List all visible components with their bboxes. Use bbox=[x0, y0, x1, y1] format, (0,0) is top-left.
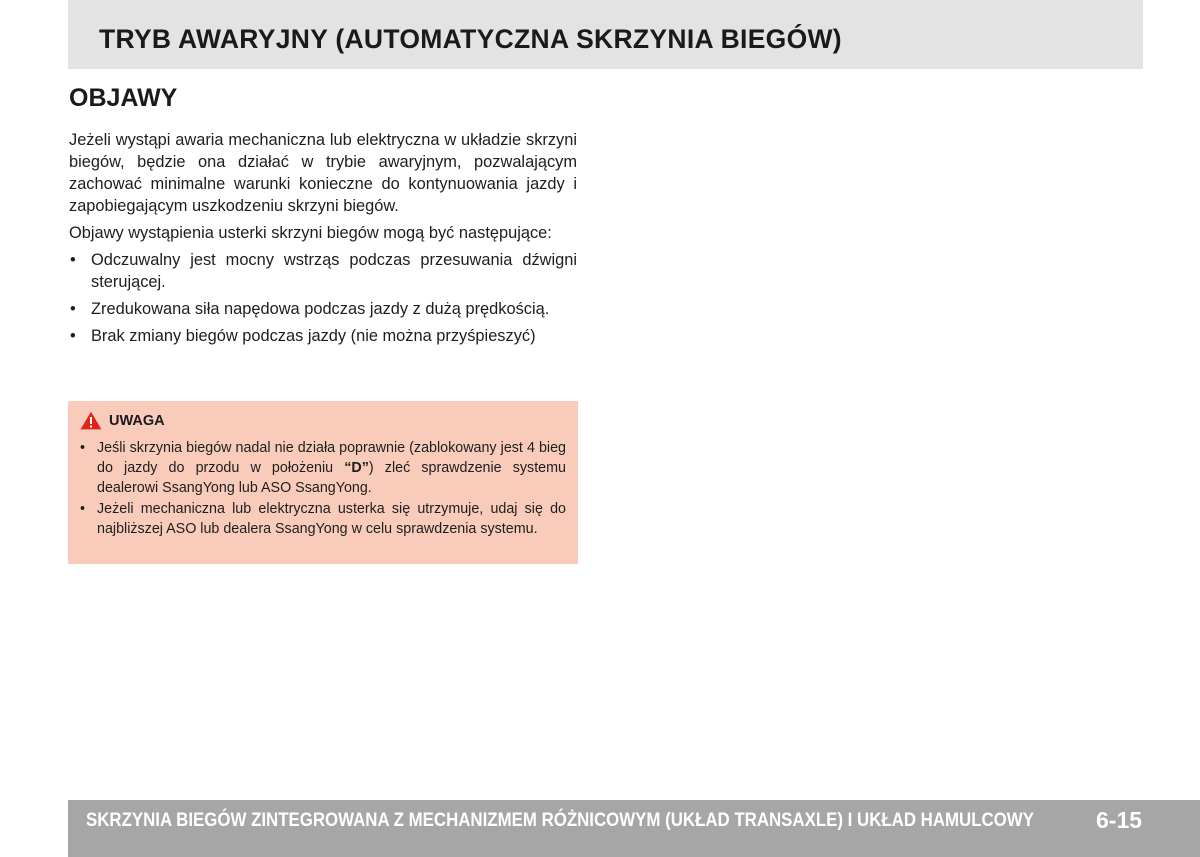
warning-text-before: Jeśli skrzynia biegów nadal nie działa poprawnie (zablokowany jest 4 bieg do jazdy do przodu w położeniu bbox=[97, 440, 566, 476]
bullet-icon: • bbox=[80, 440, 86, 456]
bullet-icon: • bbox=[80, 501, 86, 517]
header-bar bbox=[68, 0, 1143, 69]
list-item bbox=[69, 298, 577, 320]
warning-text: Jeżeli mechaniczna lub elektryczna usterka się utrzymuje, udaj się do najbliższej ASO lub dealera SsangYong w celu sprawdzenia systemu. bbox=[97, 501, 566, 537]
page-title: TRYB AWARYJNY (AUTOMATYCZNA SKRZYNIA BIEGÓW) bbox=[99, 24, 842, 54]
gear-position-label: “D” bbox=[344, 460, 369, 476]
symptoms-list bbox=[69, 249, 577, 347]
bullet-icon: • bbox=[70, 300, 76, 318]
warning-box bbox=[68, 401, 578, 564]
section-body bbox=[69, 129, 577, 352]
list-item bbox=[69, 325, 577, 347]
footer-bar bbox=[68, 800, 1200, 857]
list-item bbox=[80, 438, 566, 498]
list-item bbox=[69, 249, 577, 293]
list-item-text: Odczuwalny jest mocny wstrząs podczas przesuwania dźwigni sterującej. bbox=[91, 251, 577, 291]
list-item-text: Zredukowana siła napędowa podczas jazdy z dużą prędkością. bbox=[91, 300, 550, 318]
section-heading: OBJAWY bbox=[69, 84, 178, 112]
paragraph-symptoms: Objawy wystąpienia usterki skrzyni biegów mogą być następujące: bbox=[69, 224, 552, 242]
page-number: 6-15 bbox=[1096, 807, 1143, 833]
paragraph-intro: Jeżeli wystąpi awaria mechaniczna lub elektryczna w układzie skrzyni biegów, będzie ona działać w trybie awaryjnym, pozwalającym zachować minimalne warunki konieczne do kontynuowania jazdy i zapobiegającym uszkodzeniu skrzyni biegów. bbox=[69, 131, 577, 215]
bullet-icon: • bbox=[70, 251, 76, 269]
list-item-text: Brak zmiany biegów podczas jazdy (nie można przyśpieszyć) bbox=[91, 327, 536, 345]
warning-triangle-icon bbox=[80, 411, 102, 430]
list-item bbox=[80, 499, 566, 539]
warning-text-after: ) zleć sprawdzenie systemu dealerowi SsangYong lub ASO SsangYong. bbox=[97, 460, 566, 496]
warning-header bbox=[80, 411, 165, 430]
chapter-title: SKRZYNIA BIEGÓW ZINTEGROWANA Z MECHANIZMEM RÓŻNICOWYM (UKŁAD TRANSAXLE) I UKŁAD HAMULCOWY bbox=[86, 809, 1034, 831]
warning-list bbox=[80, 438, 566, 540]
warning-title: UWAGA bbox=[109, 412, 165, 429]
bullet-icon: • bbox=[70, 327, 76, 345]
